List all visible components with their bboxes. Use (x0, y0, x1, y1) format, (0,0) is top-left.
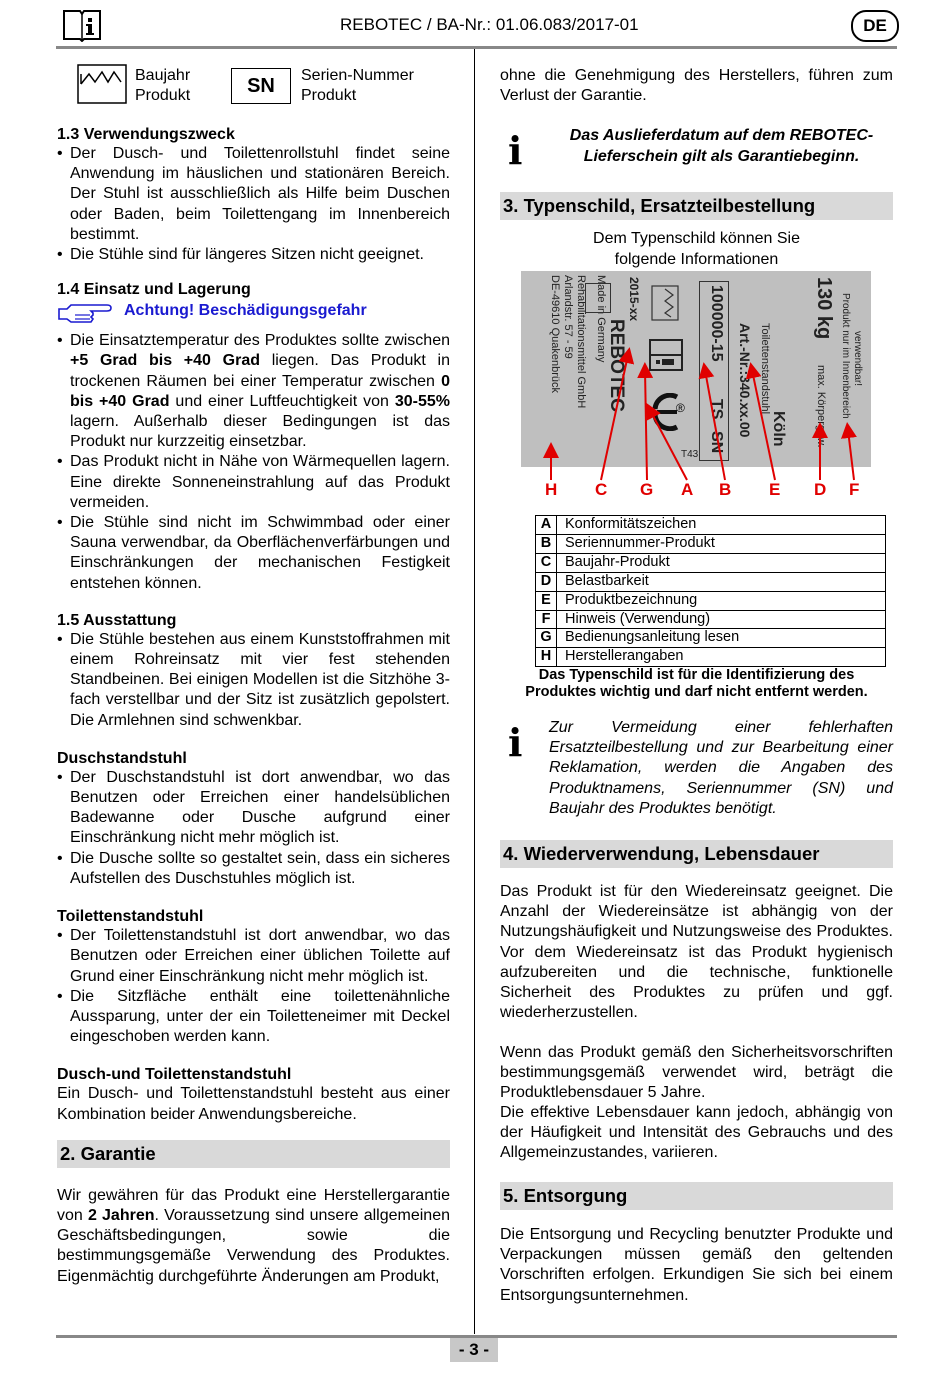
document-title: REBOTEC / BA-Nr.: 01.06.083/2017-01 (340, 15, 639, 34)
section-5-text: Die Entsorgung und Recycling benutzter Produkte und Verpackungen müssen gemäß den geltenden Vorschriften erfolgen. Erkundigen Sie sich bei einem Entsorgungsunternehmen. (500, 1226, 893, 1304)
info-text-1: Das Auslieferdatum auf dem REBOTEC-Lieferschein gilt als Garantiebeginn. (569, 127, 874, 165)
table-row: G Bedienungsanleitung lesen (536, 629, 886, 648)
plate-address: Arlandstr. 57 - 59 (562, 275, 574, 359)
info-icon: i (508, 128, 523, 174)
section-3-heading: 3. Typenschild, Ersatzteilbestellung (500, 192, 893, 220)
info-text-2: Zur Vermeidung einer fehlerhaften Ersatzteilbestellung und zur Bearbeitung einer Reklamation, werden die Angaben des Produktnamens, Seriennummer (SN) und Baujahr des Produktes benötigt. (549, 719, 893, 817)
callout-label-h: H (545, 480, 558, 499)
section-1-3-title: 1.3 Verwendungszweck (57, 126, 235, 143)
combo-title: Dusch-und Toilettenstandstuhl (57, 1066, 292, 1084)
list-item: • Der Dusch- und Toilettenrollstuhl findet seine Anwendung im häuslichen und stationären Bereich. Der Stuhl ist ausschließlich als Hilfe beim Duschen oder Baden, beim Toilettengang im Innenbereich bestimmt. (57, 144, 450, 245)
section-1-4-list (57, 331, 450, 594)
plate-note: Das Typenschild ist für die Identifizierung des Produktes wichtig und darf nicht entfernt werden. (525, 667, 868, 700)
table-row: A Konformitätszeichen (536, 516, 886, 535)
plate-made-in: Made in Germany (595, 275, 607, 363)
column-divider (474, 49, 475, 1334)
section-3-intro: Dem Typenschild können Sie folgende Informationen (593, 230, 800, 268)
plate-brand: REBOTEC (606, 319, 627, 412)
plate-symbol: ® (676, 401, 685, 415)
callout-label-e: E (769, 480, 781, 499)
callout-label-b: B (719, 480, 732, 499)
plate-sn: SN (708, 431, 725, 454)
info-box-1 (500, 126, 893, 176)
toilettenstandstuhl-list (57, 926, 450, 1047)
plate-address: DE-49610 Quakenbrück (549, 275, 561, 394)
toilettenstandstuhl-title: Toilettenstandstuhl (57, 908, 204, 926)
plate-product-name: Toilettenstandstuhl (759, 323, 771, 415)
section-1-4-title: 1.4 Einsatz und Lagerung (57, 281, 251, 299)
table-row: F Hinweis (Verwendung) (536, 610, 886, 629)
symbol-row (57, 64, 450, 114)
pointing-hand-icon (57, 301, 113, 330)
duschstandstuhl-list (57, 768, 450, 889)
symbol-sn-label2: Produkt (301, 87, 357, 104)
header-rule (56, 46, 897, 49)
plate-note: verwendbar! (852, 331, 863, 387)
section-2-heading: 2. Garantie (57, 1140, 450, 1168)
callout-label-f: F (849, 480, 860, 499)
legend-table (535, 515, 886, 667)
warning-row (57, 301, 450, 327)
serial-number-symbol: SN (231, 68, 291, 104)
list-item: • Der Toilettenstandstuhl ist dort anwendbar, wo das Benutzen oder Erreichen einer üblichen Toilette auf Grund einer Einschränkung nicht mehr möglich ist. (57, 926, 450, 987)
plate-ts: TS (708, 399, 725, 420)
list-item: • Die Dusche sollte so gestaltet sein, dass ein sicheres Aufstellen des Duschstuhles möglich ist. (57, 849, 450, 889)
plate-code: T43 (681, 449, 699, 460)
page-number: - 3 - (450, 1338, 498, 1362)
symbol-year-label2: Produkt (135, 87, 191, 104)
section-1-5-title: 1.5 Ausstattung (57, 611, 177, 629)
factory-year-icon (77, 64, 127, 109)
language-badge: DE (851, 10, 899, 42)
list-item: • Die Stühle bestehen aus einem Kunststoffrahmen mit einem Rohreinsatz mit vier fest stehenden Standbeinen. Bei einigen Modellen ist die Sitzhöhe 3-fach verstellbar und der Sitz ist zusätzlich gepolstert. Die Armlehnen sind schwenkbar. (57, 630, 450, 731)
info-icon: i (508, 720, 523, 765)
plate-article: Art.-Nr.:340.xx.00 (737, 323, 753, 438)
symbol-year-label1: Baujahr (135, 67, 191, 84)
list-item: • Die Einsatztemperatur des Produktes sollte zwischen +5 Grad bis +40 Grad liegen. Das Produkt in trockenen Räumen bei einer Temperatur zwischen 0 bis +40 Grad und einer Luftfeuchtigkeit von 30-55% lagern. Außerhalb dieser Bedingungen ist das Produkt nur kurzzeitig einsetzbar. (57, 331, 450, 452)
section-4-text-2: Wenn das Produkt gemäß den Sicherheitsvorschriften bestimmungsgemäß verwendet wird, beträgt die Produktlebensdauer 5 Jahre. (500, 1044, 893, 1102)
section-5-heading: 5. Entsorgung (500, 1182, 893, 1210)
table-row: B Seriennummer-Produkt (536, 534, 886, 553)
section-2-text: Wir gewähren für das Produkt eine Herstellergarantie von 2 Jahren. Voraussetzung sind unsere allgemeinen Geschäftsbedingungen, sowie die bestimmungsgemäße Verwendung des Produktes. Eigenmächtig durchgeführte Änderungen am Produkt, (57, 1186, 450, 1285)
left-column (57, 64, 450, 1287)
manual-book-icon (62, 8, 102, 42)
list-item: • Die Sitzfläche enthält eine toilettenähnliche Aussparung, unter der ein Toiletteneimer mit Deckel eingeschoben werden kann. (57, 987, 450, 1048)
right-column (500, 66, 893, 290)
plate-address: Rehabilitationsmittel GmbH (575, 275, 587, 409)
section-4-heading: 4. Wiederverwendung, Lebensdauer (500, 840, 893, 868)
list-item: • Das Produkt nicht in Nähe von Wärmequellen lagern. Eine direkte Sonneneinstrahlung auf das Produkt vermeiden. (57, 452, 450, 513)
callout-label-d: D (814, 480, 827, 499)
list-item: • Die Stühle sind für längeres Sitzen nicht geeignet. (57, 245, 450, 265)
warning-text: Achtung! Beschädigungsgefahr (124, 302, 367, 320)
list-item: • Der Duschstandstuhl ist dort anwendbar, wo das Benutzen oder Erreichen einer handelsüblichen Badewanne oder Dusche aufgrund einer Einschränkung nicht mehr möglich ist. (57, 768, 450, 849)
combo-text: Ein Dusch- und Toilettenstandstuhl besteht aus einer Kombination beider Anwendungsbereiche. (57, 1085, 450, 1123)
table-row: H Herstellerangaben (536, 648, 886, 667)
section-1-3-list (57, 144, 450, 265)
plate-load: 130 kg (813, 277, 835, 340)
callout-label-c: C (595, 480, 608, 499)
section-1-5-list (57, 630, 450, 731)
callout-label-g: G (640, 480, 654, 499)
list-item: • Die Stühle sind nicht im Schwimmbad oder einer Sauna verwendbar, da Oberflächenverfärbungen und Einschränkungen der mechanischen Festigkeit entstehen können. (57, 513, 450, 594)
plate-year: 2015-xx (627, 277, 641, 322)
table-row: E Produktbezeichnung (536, 591, 886, 610)
plate-model: Köln (770, 411, 787, 447)
duschstandstuhl-title: Duschstandstuhl (57, 749, 187, 767)
plate-note: Produkt nur im Innenbereich (840, 293, 851, 419)
callout-arrows (500, 260, 900, 500)
section-4-text-1: Das Produkt ist für den Wiedereinsatz geeignet. Die Anzahl der Wiedereinsätze ist abhängig von der Nutzungshäufigkeit und Nutzungsweise des Produktes. Vor dem Wiedereinsatz ist das Produkt hygienisch aufzubereiten und die technische, funktionelle Sicherheit des Produktes zu prüfen und ggf. wiederherzustellen. (500, 883, 893, 1022)
table-row: D Belastbarkeit (536, 572, 886, 591)
guarantee-continued: ohne die Genehmigung des Herstellers, führen zum Verlust der Garantie. (500, 67, 893, 105)
plate-load-label: max. Körpergew. (815, 365, 827, 448)
table-row: C Baujahr-Produkt (536, 553, 886, 572)
section-4-text-3: Die effektive Lebensdauer kann jedoch, abhängig von der Häufigkeit und Intensität des Gebrauchs und des Allgemeinzustandes, variieren. (500, 1104, 893, 1162)
symbol-sn-label1: Serien-Nummer (301, 67, 414, 84)
plate-serial: 100000-15 (708, 285, 725, 362)
callout-label-a: A (681, 480, 694, 499)
